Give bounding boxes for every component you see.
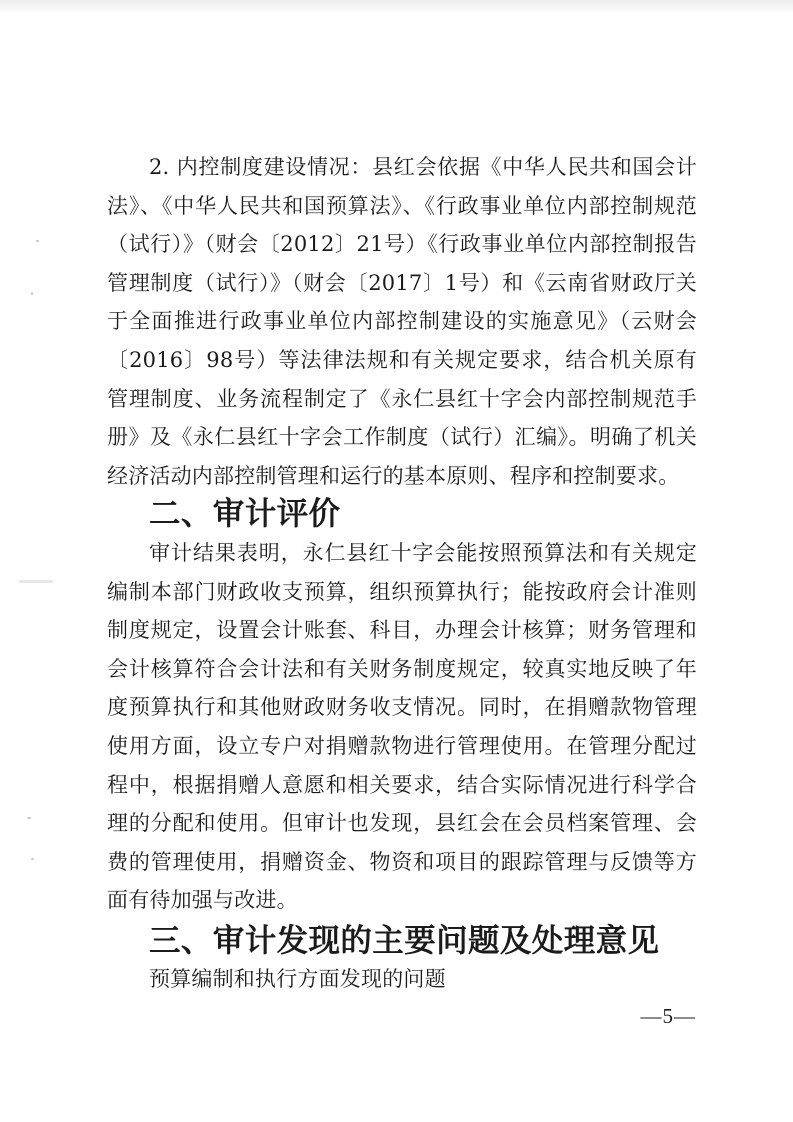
subheading-budget-issues: 预算编制和执行方面发现的问题 — [149, 967, 446, 992]
paragraph-internal-control: 2. 内控制度建设情况：县红会依据《中华人民共和国会计法》、《中华人民共和国预算法》、《行政事业单位内部控制规范（试行）》（财会〔2012〕21号）《行政事业单位内部控制报告管理制度（试行）》（财会〔2017〕1号）和《云南省财政厅关于全面推进行政事业单位内部控制建设的实施意见》（云财会〔2016〕98号）等法律法规和有关规定要求，结合机关原有管理制度、业务流程制定了《永仁县红十字会内部控制规范手册》及《永仁县红十字会工作制度（试行）汇编》。明确了机关经济活动内部控制管理和运行的基本原则、程序和控制要求。 — [107, 155, 697, 488]
scan-mark — [31, 292, 33, 295]
scan-top-edge — [0, 0, 793, 14]
scan-mark — [27, 817, 31, 819]
document-body — [107, 148, 697, 999]
scan-mark — [31, 858, 34, 860]
heading-main-issues: 三、审计发现的主要问题及处理意见 — [149, 922, 660, 959]
heading-audit-evaluation: 二、审计评价 — [149, 496, 341, 533]
scan-mark — [19, 580, 53, 583]
page-number: —5— — [640, 1004, 696, 1028]
scan-mark — [36, 240, 39, 242]
paragraph-audit-evaluation: 审计结果表明，永仁县红十字会能按照预算法和有关规定编制本部门财政收支预算，组织预算执行；能按政府会计准则制度规定，设置会计账套、科目，办理会计核算；财务管理和会计核算符合会计法和有关财务制度规定，较真实地反映了年度预算执行和其他财政财务收支情况。同时，在捐赠款物管理使用方面，设立专户对捐赠款物进行管理使用。在管理分配过程中，根据捐赠人意愿和相关要求，结合实际情况进行科学合理的分配和使用。但审计也发现，县红会在会员档案管理、会费的管理使用，捐赠资金、物资和项目的跟踪管理与反馈等方面有待加强与改进。 — [107, 540, 697, 913]
